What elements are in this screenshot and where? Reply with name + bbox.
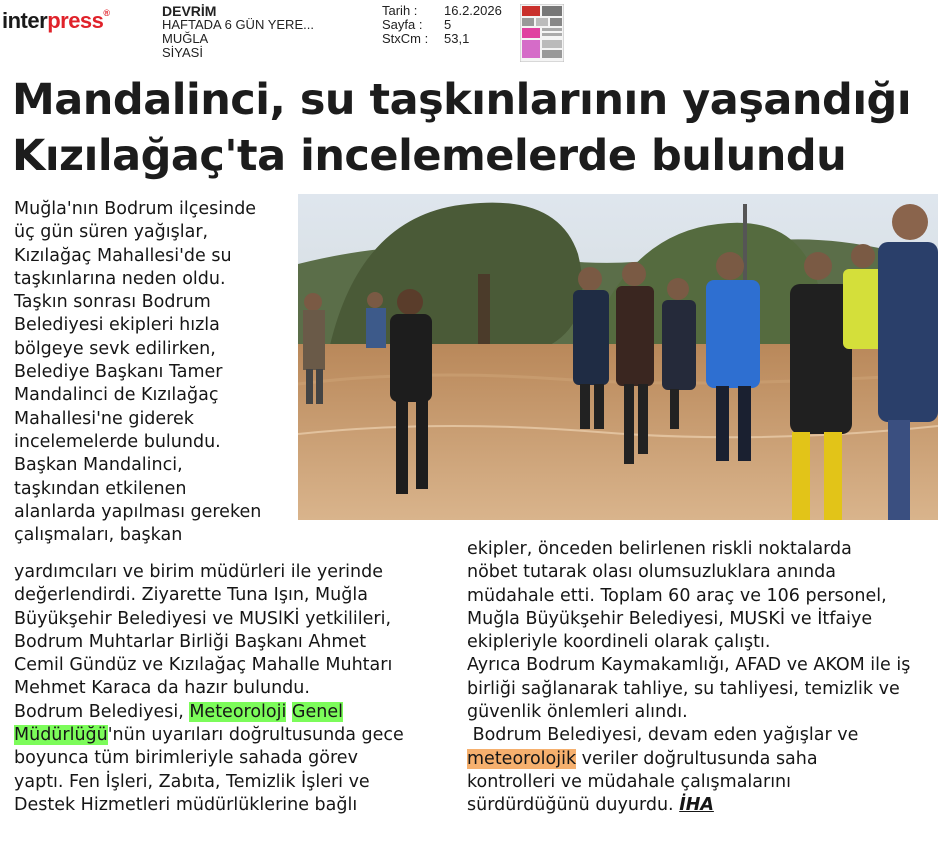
- text-line: kontrolleri ve müdahale çalışmalarını: [467, 771, 792, 792]
- text-line: çalışmaları, başkan: [14, 525, 183, 546]
- text-line: Büyükşehir Belediyesi ve MUSlKİ yetkilileri,: [14, 608, 392, 629]
- flood-visit-photo: [298, 194, 938, 520]
- article-text-left-bottom: [14, 561, 454, 817]
- text-line: Ayrıca Bodrum Kaymakamlığı, AFAD ve AKOM ile iş: [467, 655, 911, 676]
- text-line: Bodrum Muhtarlar Birliği Başkanı Ahmet: [14, 631, 367, 652]
- stx-label: StxCm :: [382, 31, 429, 46]
- publication-city: MUĞLA: [162, 31, 209, 46]
- text-line-highlighted: [14, 724, 454, 747]
- text-line: Muğla'nın Bodrum ilçesinde: [14, 199, 257, 219]
- highlight-meteoroloji: Meteoroloji: [189, 701, 287, 722]
- text-line: nöbet tutarak olası olumsuzluklara anında: [467, 562, 836, 583]
- text-line: Bodrum Belediyesi, devam eden yağışlar ve: [467, 725, 859, 746]
- article-text-left-top: [14, 198, 304, 547]
- text-line: Belediyesi ekipleri hızla: [14, 315, 220, 336]
- text-line: Belediye Başkanı Tamer: [14, 362, 223, 383]
- text-line: müdahale etti. Toplam 60 araç ve 106 personel,: [467, 585, 887, 606]
- text-line: incelemelerde bulundu.: [14, 431, 221, 452]
- text-line: [467, 794, 942, 817]
- highlight-mudurlugu: Müdürlüğü: [14, 725, 108, 746]
- text-fragment: 'nün uyarıları doğrultusunda gece: [107, 725, 404, 746]
- text-line: yaptı. Fen İşleri, Zabıta, Temizlik İşleri ve: [14, 771, 370, 792]
- text-line: boyunca tüm birimleriyle sahada görev: [14, 748, 358, 769]
- publication-name: DEVRİM: [162, 3, 217, 19]
- date-label: Tarih :: [382, 3, 418, 18]
- interpress-logo: [2, 8, 110, 34]
- text-line: üç gün süren yağışlar,: [14, 222, 209, 243]
- page-thumbnail[interactable]: [520, 4, 564, 62]
- newspaper-page-icon: [520, 4, 564, 62]
- text-line: ekipler, önceden belirlenen riskli noktalarda: [467, 539, 852, 559]
- text-line: bölgeye sevk edilirken,: [14, 338, 216, 359]
- date-value: 16.2.2026: [444, 3, 502, 18]
- text-line: güvenlik önlemleri alındı.: [467, 702, 688, 723]
- text-line: Destek Hizmetleri müdürlüklerine bağlı: [14, 794, 358, 815]
- text-line: Cemil Gündüz ve Kızılağaç Mahalle Muhtarı: [14, 655, 393, 676]
- text-line: Mandalinci de Kızılağaç: [14, 385, 219, 406]
- text-line: birliği sağlanarak tahliye, su tahliyesi, temizlik ve: [467, 678, 900, 699]
- news-source: İHA: [679, 795, 714, 816]
- highlight-genel: Genel: [291, 701, 343, 722]
- text-line: Muğla Büyükşehir Belediyesi, MUSKİ ve İtfaiye: [467, 608, 873, 629]
- stx-value: 53,1: [444, 31, 470, 46]
- text-line: Mahallesi'ne giderek: [14, 408, 194, 429]
- text-line: yardımcıları ve birim müdürleri ile yerinde: [14, 562, 383, 582]
- registered-mark: ®: [103, 8, 110, 18]
- text-fragment: veriler doğrultusunda saha: [576, 748, 818, 769]
- text-line: değerlendirdi. Ziyarette Tuna Işın, Muğla: [14, 585, 368, 606]
- text-line: ekipleriyle koordineli olarak çalıştı.: [467, 632, 771, 653]
- logo-text-accent: press: [47, 8, 104, 33]
- clipping-meta: [382, 4, 502, 46]
- publication-frequency: HAFTADA 6 GÜN YERE...: [162, 17, 314, 32]
- headline-line-1: Mandalinci, su taşkınlarının yaşandığı: [12, 75, 912, 125]
- article-headline: [12, 72, 942, 184]
- text-line: taşkınlarına neden oldu.: [14, 268, 226, 289]
- text-line-highlighted: [14, 701, 454, 724]
- highlight-meteorolojik: meteorolojik: [467, 748, 577, 769]
- article-text-right: [467, 538, 942, 818]
- text-line: Mehmet Karaca da hazır bulundu.: [14, 678, 310, 699]
- text-line: alanlarda yapılması gereken: [14, 501, 262, 522]
- headline-line-2: Kızılağaç'ta incelemelerde bulundu: [12, 131, 847, 181]
- page-value: 5: [444, 17, 452, 32]
- text-line: Başkan Mandalinci,: [14, 455, 183, 476]
- publication-info: [162, 4, 314, 60]
- page-label: Sayfa :: [382, 17, 423, 32]
- text-fragment: sürdürdüğünü duyurdu.: [467, 795, 680, 816]
- text-fragment: Bodrum Belediyesi,: [14, 701, 190, 722]
- text-line: taşkından etkilenen: [14, 478, 187, 499]
- text-line: Taşkın sonrası Bodrum: [14, 292, 211, 313]
- text-line-highlighted: [467, 748, 942, 771]
- text-line: Kızılağaç Mahallesi'de su: [14, 245, 232, 266]
- publication-category: SİYASİ: [162, 45, 203, 60]
- article-photo: [298, 194, 938, 520]
- logo-text-main: inter: [2, 8, 48, 33]
